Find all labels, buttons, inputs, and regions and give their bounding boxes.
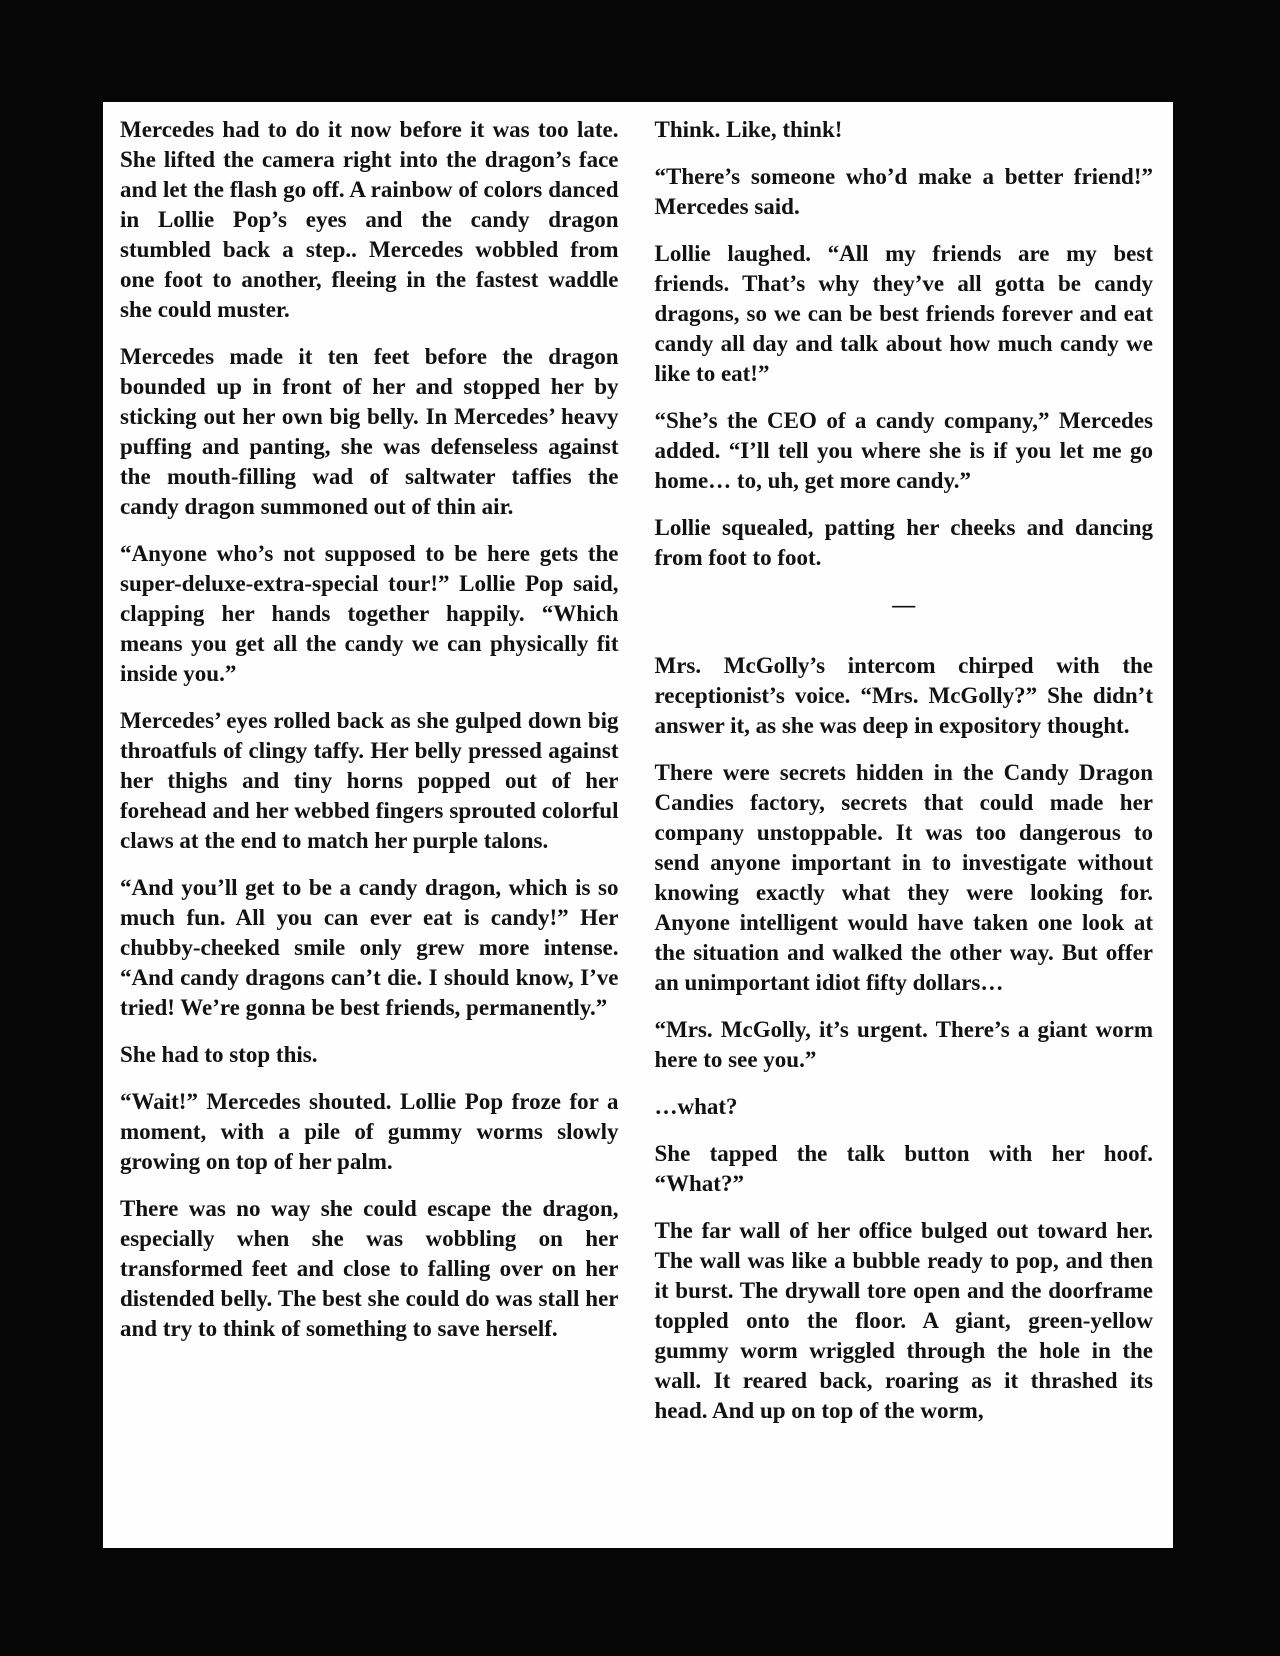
story-paragraph: “She’s the CEO of a candy company,” Mercedes added. “I’ll tell you where she is if you let me go home… to, uh, get more candy.” [654, 408, 1153, 493]
story-paragraph: “Wait!” Mercedes shouted. Lollie Pop froze for a moment, with a pile of gummy worms slowly growing on top of her palm. [120, 1089, 619, 1174]
text-columns [120, 115, 1153, 1443]
right-column [655, 115, 1154, 1443]
story-paragraph: Think. Like, think! [654, 117, 843, 142]
story-paragraph: Lollie squealed, patting her cheeks and dancing from foot to foot. [654, 515, 1153, 570]
left-column [120, 115, 619, 1443]
story-paragraph: The far wall of her office bulged out toward her. The wall was like a bubble ready to pop, and then it burst. The drywall tore open and the doorframe toppled onto the floor. A giant, green-yellow gummy worm wriggled through the hole in the wall. It reared back, roaring as it thrashed its head. And up on top of the worm, [654, 1218, 1153, 1423]
story-paragraph: There were secrets hidden in the Candy Dragon Candies factory, secrets that could made her company unstoppable. It was too dangerous to send anyone important in to investigate without knowing exactly what they were looking for. Anyone intelligent would have taken one look at the situation and walked the other way. But offer an unimportant idiot fifty dollars… [654, 760, 1153, 995]
story-paragraph: …what? [654, 1094, 738, 1119]
story-paragraph: She had to stop this. [120, 1042, 318, 1067]
story-paragraph: “And you’ll get to be a candy dragon, which is so much fun. All you can ever eat is candy!” Her chubby-cheeked smile only grew more intense. “And candy dragons can’t die. I should know, I’ve tried! We’re gonna be best friends, permanently.” [120, 875, 619, 1020]
story-paragraph: Lollie laughed. “All my friends are my best friends. That’s why they’ve all gotta be candy dragons, so we can be best friends forever and eat candy all day and talk about how much candy we like to eat!” [654, 241, 1153, 386]
story-paragraph: Mrs. McGolly’s intercom chirped with the receptionist’s voice. “Mrs. McGolly?” She didn’t answer it, as she was deep in expository thought. [654, 653, 1153, 738]
book-page [103, 102, 1173, 1548]
story-paragraph: “Anyone who’s not supposed to be here gets the super-deluxe-extra-special tour!” Lollie Pop said, clapping her hands together happily. “Which means you get all the candy we can physically fit inside you.” [120, 541, 619, 686]
story-paragraph: “Mrs. McGolly, it’s urgent. There’s a giant worm here to see you.” [654, 1017, 1153, 1072]
story-paragraph: There was no way she could escape the dragon, especially when she was wobbling on her transformed feet and close to falling over on her distended belly. The best she could do was stall her and try to think of something to save herself. [120, 1196, 619, 1341]
story-paragraph: She tapped the talk button with her hoof. “What?” [654, 1141, 1153, 1196]
story-paragraph: Mercedes made it ten feet before the dragon bounded up in front of her and stopped her by sticking out her own big belly. In Mercedes’ heavy puffing and panting, she was defenseless against the mouth-filling wad of saltwater taffies the candy dragon summoned out of thin air. [120, 344, 619, 519]
story-paragraph: Mercedes’ eyes rolled back as she gulped down big throatfuls of clingy taffy. Her belly pressed against her thighs and tiny horns popped out of her forehead and her webbed fingers sprouted colorful claws at the end to match her purple talons. [120, 708, 619, 853]
section-divider: — [892, 592, 916, 617]
story-paragraph: “There’s someone who’d make a better friend!” Mercedes said. [654, 164, 1153, 219]
story-paragraph: Mercedes had to do it now before it was too late. She lifted the camera right into the dragon’s face and let the flash go off. A rainbow of colors danced in Lollie Pop’s eyes and the candy dragon stumbled back a step.. Mercedes wobbled from one foot to another, fleeing in the fastest waddle she could muster. [120, 117, 619, 322]
